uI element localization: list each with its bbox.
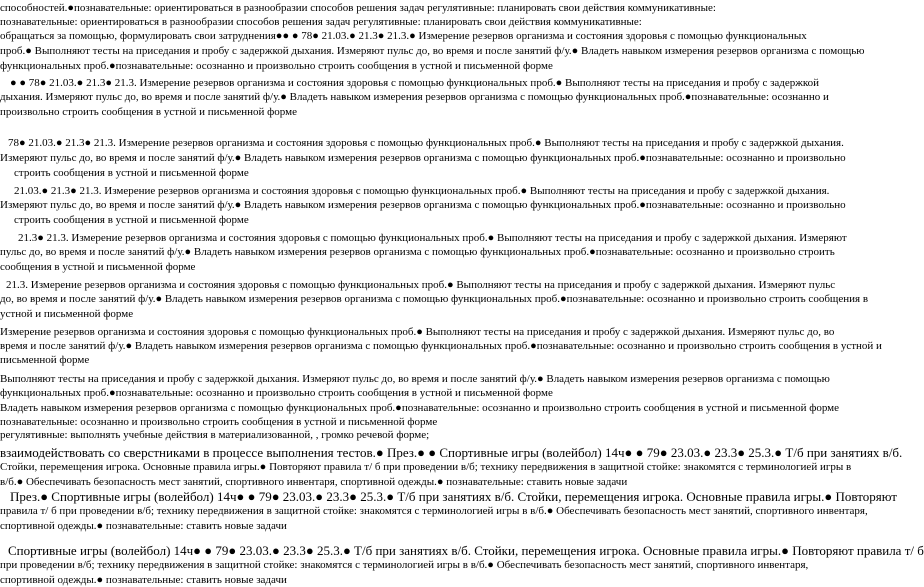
text-line: способностей.●познавательные: ориентироваться в разнообразии способов решения задач регулятивные: планировать свои действия коммуникативные: [0,2,716,14]
text-line: 78● 21.03.● 21.3● 21.3. Измерение резервов организма и состояния здоровья с помощью функциональных проб.● Выполняют тесты на приседания и пробу с задержкой дыхания. [8,137,844,149]
text-line: строить сообщения в устной и письменной форме [14,167,249,179]
text-line: строить сообщения в устной и письменной форме [14,214,249,226]
text-line: правила т/ б при проведении в/б; технику передвижения в защитной стойке: знакомятся с терминологией игры в в/б.● Обеспечивать безопасность мест занятий, спортивного инвентаря, [0,505,868,517]
text-line: устной и письменной форме [0,308,134,320]
text-line: сообщения в устной и письменной форме [0,261,196,273]
text-line: время и после занятий ф/у.● Владеть навыком измерения резервов организма с помощью функциональных проб.●познавательные: осознанно и произвольно строить сообщения в устной и [0,340,882,352]
text-line: функциональных проб.●познавательные: осознанно и произвольно строить сообщения в устной и письменной форме [0,60,553,72]
text-line: През.● Спортивные игры (волейбол) 14ч● ● 79● 23.03.● 23.3● 25.3.● Т/б при занятиях в/б. Стойки, перемещения игрока. Основные правила игры.● Повторяют [10,489,897,504]
text-line: Измеряют пульс до, во время и после занятий ф/у.● Владеть навыком измерения резервов организма с помощью функциональных проб.●познавательные: осознанно и произвольно [0,152,846,164]
text-line: пульс до, во время и после занятий ф/у.● Владеть навыком измерения резервов организма с помощью функциональных проб.●познавательные: осознанно и произвольно строить [0,246,835,258]
text-line: Измерение резервов организма и состояния здоровья с помощью функциональных проб.● Выполняют тесты на приседания и пробу с задержкой дыхания. Измеряют пульс до, во [0,326,835,338]
text-line: функциональных проб.●познавательные: осознанно и произвольно строить сообщения в устной и письменной форме [0,387,553,399]
text-line: познавательные: осознанно и произвольно строить сообщения в устной и письменной форме [0,416,438,428]
text-line: спортивной одежды.● познавательные: ставить новые задачи [0,574,287,586]
text-line: письменной форме [0,354,90,366]
text-line: 21.3. Измерение резервов организма и состояния здоровья с помощью функциональных проб.● Выполняют тесты на приседания и пробу с задержкой дыхания. Измеряют пульс [6,279,836,291]
text-line: познавательные: ориентироваться в разнообразии способов решения задач регулятивные: планировать свои действия коммуникативные: [0,16,642,28]
text-line: Выполняют тесты на приседания и пробу с задержкой дыхания. Измеряют пульс до, во время и после занятий ф/у.● Владеть навыком измерения резервов организма с помощью [0,373,830,385]
text-line: дыхания. Измеряют пульс до, во время и после занятий ф/у.● Владеть навыком измерения резервов организма с помощью функциональных проб.●познавательные: осознанно и [0,91,829,103]
text-line: произвольно строить сообщения в устной и письменной форме [0,106,297,118]
text-line: 21.03.● 21.3● 21.3. Измерение резервов организма и состояния здоровья с помощью функциональных проб.● Выполняют тесты на приседания и пробу с задержкой дыхания. [14,185,830,197]
text-line: спортивной одежды.● познавательные: ставить новые задачи [0,520,287,532]
text-line: Владеть навыком измерения резервов организма с помощью функциональных проб.●познавательные: осознанно и произвольно строить сообщения в устной и письменной форме [0,402,840,414]
text-line: Стойки, перемещения игрока. Основные правила игры.● Повторяют правила т/ б при проведении в/б; технику передвижения в защитной стойке: знакомятся с терминологией игры в [0,461,852,473]
text-line: в/б.● Обеспечивать безопасность мест занятий, спортивного инвентаря, спортивной одежды.● познавательные: ставить новые задачи [0,476,628,488]
text-line: взаимодействовать со сверстниками в процессе выполнения тестов.● През.● ● Спортивные игры (волейбол) 14ч● ● 79● 23.03.● 23.3● 25.3.● Т/б при занятиях в/б. [0,445,903,460]
text-line: Измеряют пульс до, во время и после занятий ф/у.● Владеть навыком измерения резервов организма с помощью функциональных проб.●познавательные: осознанно и произвольно [0,199,846,211]
text-line: Спортивные игры (волейбол) 14ч● ● 79● 23.03.● 23.3● 25.3.● Т/б при занятиях в/б. Стойки, перемещения игрока. Основные правила игры.● Повторяют правила т/ б [8,543,924,558]
text-line: до, во время и после занятий ф/у.● Владеть навыком измерения резервов организма с помощью функциональных проб.●познавательные: осознанно и произвольно строить сообщения в [0,293,869,305]
text-line: 21.3● 21.3. Измерение резервов организма и состояния здоровья с помощью функциональных проб.● Выполняют тесты на приседания и пробу с задержкой дыхания. Измеряют [18,232,847,244]
text-line: регулятивные: выполнять учебные действия в материализованной, , громко речевой форме; [0,429,430,441]
text-line: обращаться за помощью, формулировать свои затруднения●● ● 78● 21.03.● 21.3● 21.3.● Измерение резервов организма и состояния здоровья с помощью функциональных [0,30,807,42]
text-line: ● ● 78● 21.03.● 21.3● 21.3. Измерение резервов организма и состояния здоровья с помощью функциональных проб.● Выполняют тесты на приседания и пробу с задержкой [10,77,820,89]
text-line: проб.● Выполняют тесты на приседания и пробу с задержкой дыхания. Измеряют пульс до, во время и после занятий ф/у.● Владеть навыком измерения резервов организма с помощью [0,45,865,57]
text-line: при проведении в/б; технику передвижения в защитной стойке: знакомятся с терминологией игры в в/б.● Обеспечивать безопасность мест занятий, спортивного инвентаря, [0,559,809,571]
